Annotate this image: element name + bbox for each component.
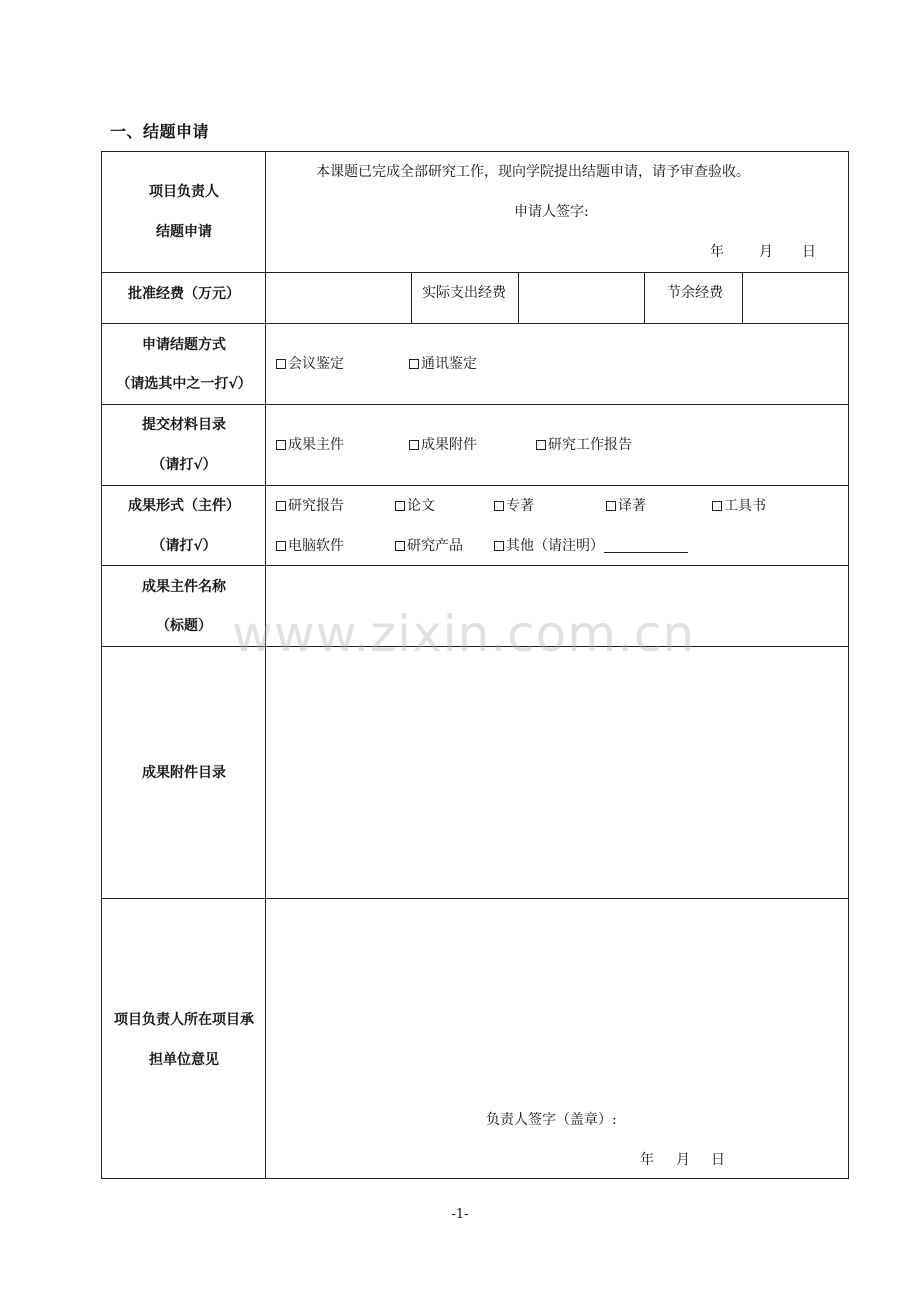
option-work-report[interactable]: 研究工作报告 xyxy=(536,435,632,455)
option-meeting-appraisal[interactable]: 会议鉴定 xyxy=(276,354,344,374)
option-result-attachment[interactable]: 成果附件 xyxy=(409,435,477,455)
result-name-label-line2: （标题） xyxy=(156,618,212,634)
checkbox-icon[interactable] xyxy=(494,501,504,511)
other-specify-field[interactable] xyxy=(604,552,688,553)
result-name-label-line1: 成果主件名称 xyxy=(142,579,226,595)
checkbox-icon[interactable] xyxy=(409,440,419,450)
attachments-label: 成果附件目录 xyxy=(142,765,226,781)
option-monograph[interactable]: 专著 xyxy=(494,496,534,516)
unit-opinion-input[interactable] xyxy=(267,900,848,1100)
option-research-report[interactable]: 研究报告 xyxy=(276,496,344,516)
applicant-label-line1: 项目负责人 xyxy=(149,184,219,200)
result-form-label-line2: （请打√） xyxy=(151,538,217,554)
application-statement: 本课题已完成全部研究工作，现向学院提出结题申请，请予审查验收。 xyxy=(316,164,750,180)
option-translation[interactable]: 译著 xyxy=(606,496,646,516)
remaining-funds-input[interactable] xyxy=(744,274,848,322)
applicant-signature-label: 申请人签字: xyxy=(514,204,589,220)
row-divider xyxy=(101,272,849,273)
actual-expense-label: 实际支出经费 xyxy=(422,285,506,301)
checkbox-icon[interactable] xyxy=(276,541,286,551)
checkbox-icon[interactable] xyxy=(606,501,616,511)
approved-funding-label: 批准经费（万元） xyxy=(128,286,240,302)
section-title: 一、结题申请 xyxy=(110,122,210,141)
attachments-input[interactable] xyxy=(267,648,848,897)
option-research-product[interactable]: 研究产品 xyxy=(395,536,463,556)
date-year: 年 xyxy=(710,244,724,260)
method-label-line2: （请选其中之一打√） xyxy=(116,376,252,392)
checkbox-icon[interactable] xyxy=(712,501,722,511)
result-form-label-line1: 成果形式（主件） xyxy=(128,498,240,514)
unit-opinion-label-line2: 担单位意见 xyxy=(149,1052,219,1068)
row-divider xyxy=(101,898,849,899)
date-month: 月 xyxy=(676,1152,690,1168)
option-reference-book[interactable]: 工具书 xyxy=(712,496,766,516)
checkbox-icon[interactable] xyxy=(276,359,286,369)
approved-funding-input[interactable] xyxy=(267,274,410,322)
method-label-line1: 申请结题方式 xyxy=(142,337,226,353)
checkbox-icon[interactable] xyxy=(409,359,419,369)
option-paper[interactable]: 论文 xyxy=(395,496,435,516)
column-divider xyxy=(644,272,645,323)
date-year: 年 xyxy=(640,1152,654,1168)
checkbox-icon[interactable] xyxy=(536,440,546,450)
applicant-label-line2: 结题申请 xyxy=(156,224,212,240)
date-day: 日 xyxy=(802,244,816,260)
watermark: www.zixin.com.cn xyxy=(232,605,696,663)
checkbox-icon[interactable] xyxy=(395,541,405,551)
date-month: 月 xyxy=(759,244,773,260)
materials-label-line1: 提交材料目录 xyxy=(142,417,226,433)
row-divider xyxy=(101,404,849,405)
leader-signature-label: 负责人签字（盖章）: xyxy=(486,1112,617,1128)
checkbox-icon[interactable] xyxy=(276,440,286,450)
checkbox-icon[interactable] xyxy=(276,501,286,511)
option-main-result[interactable]: 成果主件 xyxy=(276,435,344,455)
page-number: -1- xyxy=(451,1207,469,1222)
checkbox-icon[interactable] xyxy=(494,541,504,551)
materials-label-line2: （请打√） xyxy=(151,457,217,473)
actual-expense-input[interactable] xyxy=(520,274,643,322)
unit-opinion-label-line1: 项目负责人所在项目承 xyxy=(114,1012,254,1028)
remaining-funds-label: 节余经费 xyxy=(667,285,723,301)
row-divider xyxy=(101,485,849,486)
column-divider xyxy=(742,272,743,323)
option-correspondence-appraisal[interactable]: 通讯鉴定 xyxy=(409,354,477,374)
option-other[interactable]: 其他（请注明） xyxy=(494,536,604,556)
date-day: 日 xyxy=(711,1152,725,1168)
row-divider xyxy=(101,323,849,324)
row-divider xyxy=(101,565,849,566)
column-divider xyxy=(411,272,412,323)
column-divider xyxy=(518,272,519,323)
checkbox-icon[interactable] xyxy=(395,501,405,511)
option-software[interactable]: 电脑软件 xyxy=(276,536,344,556)
